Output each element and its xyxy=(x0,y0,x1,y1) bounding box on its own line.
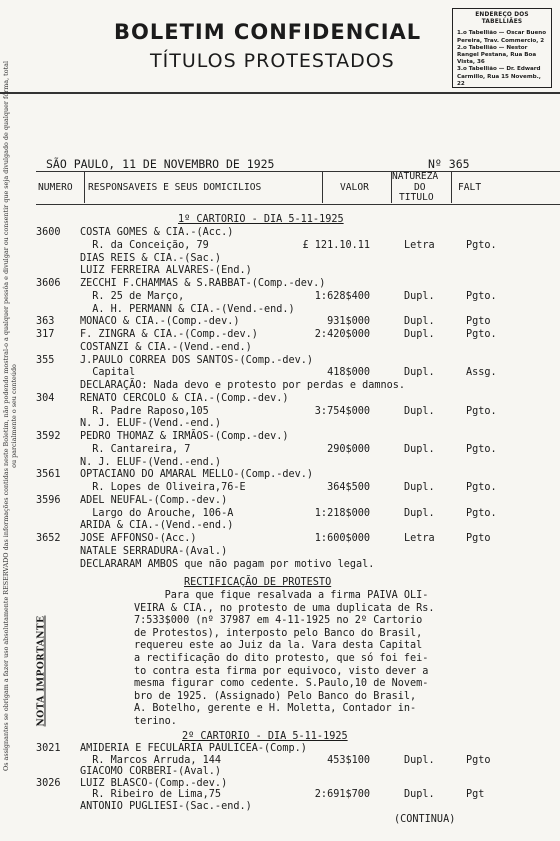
rectification-line: de Protestos), interposto pelo Banco do Brasil, xyxy=(134,627,423,639)
entry-text: NATALE SERRADURA-(Aval.) xyxy=(80,545,228,557)
entry-reason: Pgto xyxy=(466,533,491,544)
column-divider xyxy=(84,171,85,203)
entry-reason: Pgto. xyxy=(466,443,497,455)
entry-value: 364$500 xyxy=(327,482,370,493)
rectification-line: 7:533$000 (nº 37987 em 4-11-1925 no 2º Cartorio xyxy=(134,615,423,627)
header-natureza: NATUREZA xyxy=(392,171,439,182)
rectification-line: terino. xyxy=(134,716,177,727)
entry-text: R. Lopes de Oliveira,76-E xyxy=(80,482,246,493)
entry-text: COSTA GOMES & CIA.-(Acc.) xyxy=(80,227,234,238)
entry-text: R. da Conceição, 79 xyxy=(80,239,209,251)
entry-text: R. Marcos Arruda, 144 xyxy=(80,754,222,766)
entry-nature: Letra xyxy=(404,533,435,544)
column-divider xyxy=(322,171,323,203)
entry-nature: Dupl. xyxy=(404,367,435,379)
entry-nature: Dupl. xyxy=(404,290,435,302)
entry-nature: Dupl. xyxy=(404,329,435,340)
bulletin-number: Nº 365 xyxy=(428,157,470,171)
entry-nature: Dupl. xyxy=(404,405,435,417)
entry-value: 2:420$000 xyxy=(314,329,370,340)
entry-number: 3600 xyxy=(36,227,61,238)
entry-number: 304 xyxy=(36,392,55,404)
rectification-line: VEIRA & CIA., no protesto de uma duplicata de Rs. xyxy=(134,602,435,614)
entry-text: R. 25 de Março, xyxy=(80,290,185,302)
entry-value: £ 121.10.11 xyxy=(302,239,370,251)
header-falta: FALT xyxy=(458,182,482,193)
entry-value: 1:628$400 xyxy=(314,290,370,302)
entry-value: 1:600$000 xyxy=(314,533,370,544)
side-important-label: NOTA IMPORTANTE xyxy=(36,615,47,727)
entry-nature: Dupl. xyxy=(404,754,435,766)
entry-text: OPTACIANO DO AMARAL MELLO-(Comp.-dev.) xyxy=(80,469,314,481)
entry-text: R. Cantareira, 7 xyxy=(80,443,191,455)
entry-value: 931$000 xyxy=(327,316,370,328)
entry-text: DECLARAÇÃO: Nada devo e protesto por perdas e damnos. xyxy=(80,380,406,391)
address-line: 2.o Tabellião — Nestor Rangel Pestana, Rua Boa Vista, 36 xyxy=(457,44,537,66)
header-natureza-do: DO xyxy=(414,182,426,193)
entry-text: ANTONIO PUGLIESI-(Sac.-end.) xyxy=(80,801,252,812)
entry-text: N. J. ELUF-(Vend.-end.) xyxy=(80,418,222,430)
entry-text: GIACOMO CORBERI-(Aval.) xyxy=(80,766,222,778)
entry-number: 3606 xyxy=(36,278,61,289)
entry-reason: Pgto xyxy=(466,316,491,328)
entry-reason: Pgto. xyxy=(466,482,497,493)
entry-text: R. Padre Raposo,105 xyxy=(80,405,209,417)
entry-nature: Dupl. xyxy=(404,507,435,519)
rectification-line: requereu este ao Juiz da la. Vara desta Capital xyxy=(134,640,423,652)
address-box xyxy=(452,8,552,88)
entry-text: F. ZINGRA & CIA.-(Comp.-dev.) xyxy=(80,329,258,340)
header-divider xyxy=(0,92,560,94)
entry-nature: Dupl. xyxy=(404,482,435,493)
section-heading: 2º CARTORIO - DIA 5-11-1925 xyxy=(182,731,348,742)
entry-text: AMIDERIA E FECULARIA PAULICEA-(Comp.) xyxy=(80,743,307,754)
entry-text: A. H. PERMANN & CIA.-(Vend.-end.) xyxy=(80,303,295,315)
entry-text: PEDRO THOMAZ & IRMÃOS-(Comp.-dev.) xyxy=(80,431,289,442)
rectification-line: Para que fique resalvada a firma PAIVA OLI- xyxy=(134,590,429,601)
rectification-line: mesma figurar como cedente. S.Paulo,10 de Novem- xyxy=(134,678,429,690)
rectification-line: to contra esta firma por equivoco, visto dever a xyxy=(134,665,429,677)
header-numero: NUMERO xyxy=(38,182,73,193)
entry-text: DIAS REIS & CIA.-(Sac.) xyxy=(80,252,222,264)
entry-text: JOSE AFFONSO-(Acc.) xyxy=(80,533,197,544)
entry-nature: Letra xyxy=(404,239,435,251)
column-divider xyxy=(451,171,452,203)
document-subtitle: TÍTULOS PROTESTADOS xyxy=(150,50,395,72)
entry-text: LUIZ BLASCO-(Comp.-dev.) xyxy=(80,777,228,789)
entry-number: 3596 xyxy=(36,494,61,506)
entry-nature: Dupl. xyxy=(404,316,435,328)
entry-text: COSTANZI & CIA.-(Vend.-end.) xyxy=(80,341,252,353)
entry-text: ADEL NEUFAL-(Comp.-dev.) xyxy=(80,494,228,506)
header-responsaveis: RESPONSAVEIS E SEUS DOMICILIOS xyxy=(88,182,262,193)
entry-value: 1:218$000 xyxy=(314,507,370,519)
entry-reason: Pgto xyxy=(466,754,491,766)
entry-value: 453$100 xyxy=(327,754,370,766)
entry-number: 3652 xyxy=(36,533,61,544)
date-line: SÃO PAULO, 11 DE NOVEMBRO DE 1925 xyxy=(46,157,275,171)
continua-label: (CONTINUA) xyxy=(394,814,456,825)
entry-reason: Assg. xyxy=(466,367,497,379)
entry-number: 355 xyxy=(36,354,55,366)
entry-text: J.PAULO CORREA DOS SANTOS-(Comp.-dev.) xyxy=(80,354,314,366)
address-line: 3.o Tabellião — Dr. Edward Carmillo, Rua 15 Novemb., 22 xyxy=(457,66,541,87)
entry-text: R. Ribeiro de Lima,75 xyxy=(80,789,222,801)
entry-number: 317 xyxy=(36,329,55,340)
entry-number: 3026 xyxy=(36,777,61,789)
entry-text: N. J. ELUF-(Vend.-end.) xyxy=(80,456,222,468)
address-line: 1.o Tabellião — Oscar Bueno Pereira, Trav. Commercio, 2 xyxy=(457,30,547,44)
entry-reason: Pgt xyxy=(466,789,485,801)
entry-text: DECLARARAM AMBOS que não pagam por motivo legal. xyxy=(80,558,375,570)
entry-text: ARIDA & CIA.-(Vend.-end.) xyxy=(80,520,234,532)
entry-text: ZECCHI F.CHAMMAS & S.RABBAT-(Comp.-dev.) xyxy=(80,278,326,289)
entry-text: Capital xyxy=(80,367,136,379)
header-valor: VALOR xyxy=(340,182,369,193)
entry-reason: Pgto. xyxy=(466,507,497,519)
section-heading: 1º CARTORIO - DIA 5-11-1925 xyxy=(178,214,344,225)
entry-reason: Pgto. xyxy=(466,239,497,251)
entry-text: MONACO & CIA.-(Comp.-dev.) xyxy=(80,316,240,328)
entry-reason: Pgto. xyxy=(466,290,497,302)
rectification-line: A. Botelho, gerente e H. Moletta, Contador in- xyxy=(134,703,417,715)
entry-text: RENATO CERCOLO & CIA.-(Comp.-dev.) xyxy=(80,392,289,404)
address-box-heading: ENDEREÇO DOS TABELLIÃES xyxy=(475,12,529,26)
entry-reason: Pgto. xyxy=(466,329,497,340)
header-titulo: TITULO xyxy=(399,192,434,203)
entry-value: 418$000 xyxy=(327,367,370,379)
entry-value: 3:754$000 xyxy=(314,405,370,417)
entry-number: 3021 xyxy=(36,743,61,754)
rectification-line: a rectificação do dito protesto, que só foi fei- xyxy=(134,653,429,664)
entry-value: 2:691$700 xyxy=(314,789,370,801)
document-title: BOLETIM CONFIDENCIAL xyxy=(114,20,422,44)
entry-number: 3561 xyxy=(36,469,61,481)
side-confidentiality-note: Os assignantes se obrigam a fazer uso absolutamente RESERVADO das informações contidas neste Boletim, não podendo mostral-o a qualquer pessôa e divulgar ou consentir que seja divulgado de qualquer fórma, total ou parcialmente o seu conteúdo xyxy=(2,60,18,772)
entry-text: LUIZ FERREIRA ALVARES-(End.) xyxy=(80,265,252,277)
entry-value: 290$000 xyxy=(327,443,370,455)
entry-number: 3592 xyxy=(36,431,61,442)
entry-nature: Dupl. xyxy=(404,789,435,801)
entry-text: Largo do Arouche, 106-A xyxy=(80,507,234,519)
entry-nature: Dupl. xyxy=(404,443,435,455)
entry-number: 363 xyxy=(36,316,55,328)
entry-reason: Pgto. xyxy=(466,405,497,417)
rectification-title: RECTIFICAÇÃO DE PROTESTO xyxy=(184,577,332,588)
rectification-line: bro de 1925. (Assignado) Pelo Banco do Brasil, xyxy=(134,690,417,702)
